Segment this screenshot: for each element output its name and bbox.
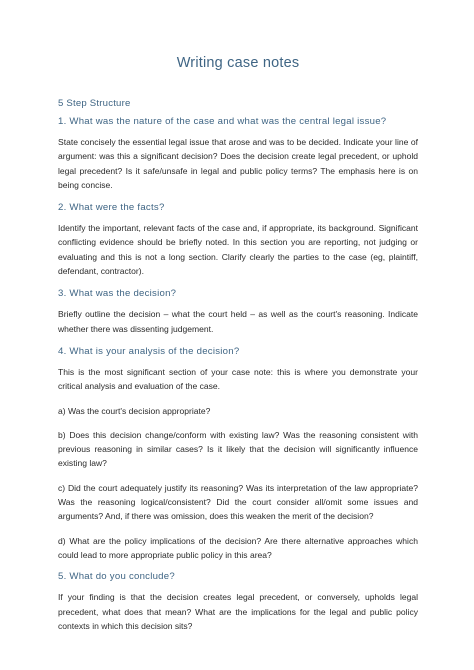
section-heading: 5. What do you conclude? <box>58 571 175 583</box>
page-title: Writing case notes <box>176 55 300 71</box>
section-5 <box>58 571 418 633</box>
section-heading: 4. What is your analysis of the decision? <box>58 345 240 357</box>
section-paragraph: If your finding is that the decision creates legal precedent, or conversely, upholds legal precedent, what does that mean? What are the implications for the legal and public policy contexts in which this decision sits? <box>58 592 418 631</box>
section-heading: 2. What were the facts? <box>58 202 165 214</box>
section-3 <box>58 288 418 336</box>
section-paragraph: Briefly outline the decision – what the court held – as well as the court's reasoning. Indicate whether there was dissenting judgement. <box>58 309 418 334</box>
section-heading: 3. What was the decision? <box>58 288 177 300</box>
section-1 <box>58 116 418 192</box>
section-paragraph: This is the most significant section of your case note: this is where you demonstrate your critical analysis and evaluation of the case. <box>58 366 418 392</box>
question-a: a) Was the court's decision appropriate? <box>58 405 211 416</box>
question-c: c) Did the court adequately justify its reasoning? Was its interpretation of the law appropriate? Was the reasoning logical/consistent? Did the court consider all/omit some issues and arguments? And, if there was omission, does this weaken the merit of the decision? <box>58 482 418 522</box>
question-d: d) What are the policy implications of the decision? Are there alternative approaches which could lead to more appropriate public policy in this area? <box>58 535 418 560</box>
question-b: b) Does this decision change/conform with existing law? Was the reasoning consistent with previous reasoning in similar cases? Is it likely that the decision will significantly influence existing law? <box>58 429 418 469</box>
section-heading: 1. What was the nature of the case and what was the central legal issue? <box>58 116 387 127</box>
structure-label: 5 Step Structure <box>58 98 131 109</box>
section-paragraph: State concisely the essential legal issue that arose and was to be decided. Indicate your line of argument: was this a significant decision? Does the decision create legal precedent, or uphold legal precedent? Is it safe/unsafe in legal and public policy terms? The emphasis here is on being concise. <box>58 137 418 190</box>
section-4 <box>58 346 418 562</box>
section-2 <box>58 202 418 278</box>
section-paragraph: Identify the important, relevant facts of the case and, if appropriate, its background. Significant conflicting evidence should be briefly noted. In this section you are reporting, not judging or evaluating and this is not a long section. Clarify clearly the parties to the case (eg, plaintiff, defendant, contractor). <box>58 223 418 277</box>
